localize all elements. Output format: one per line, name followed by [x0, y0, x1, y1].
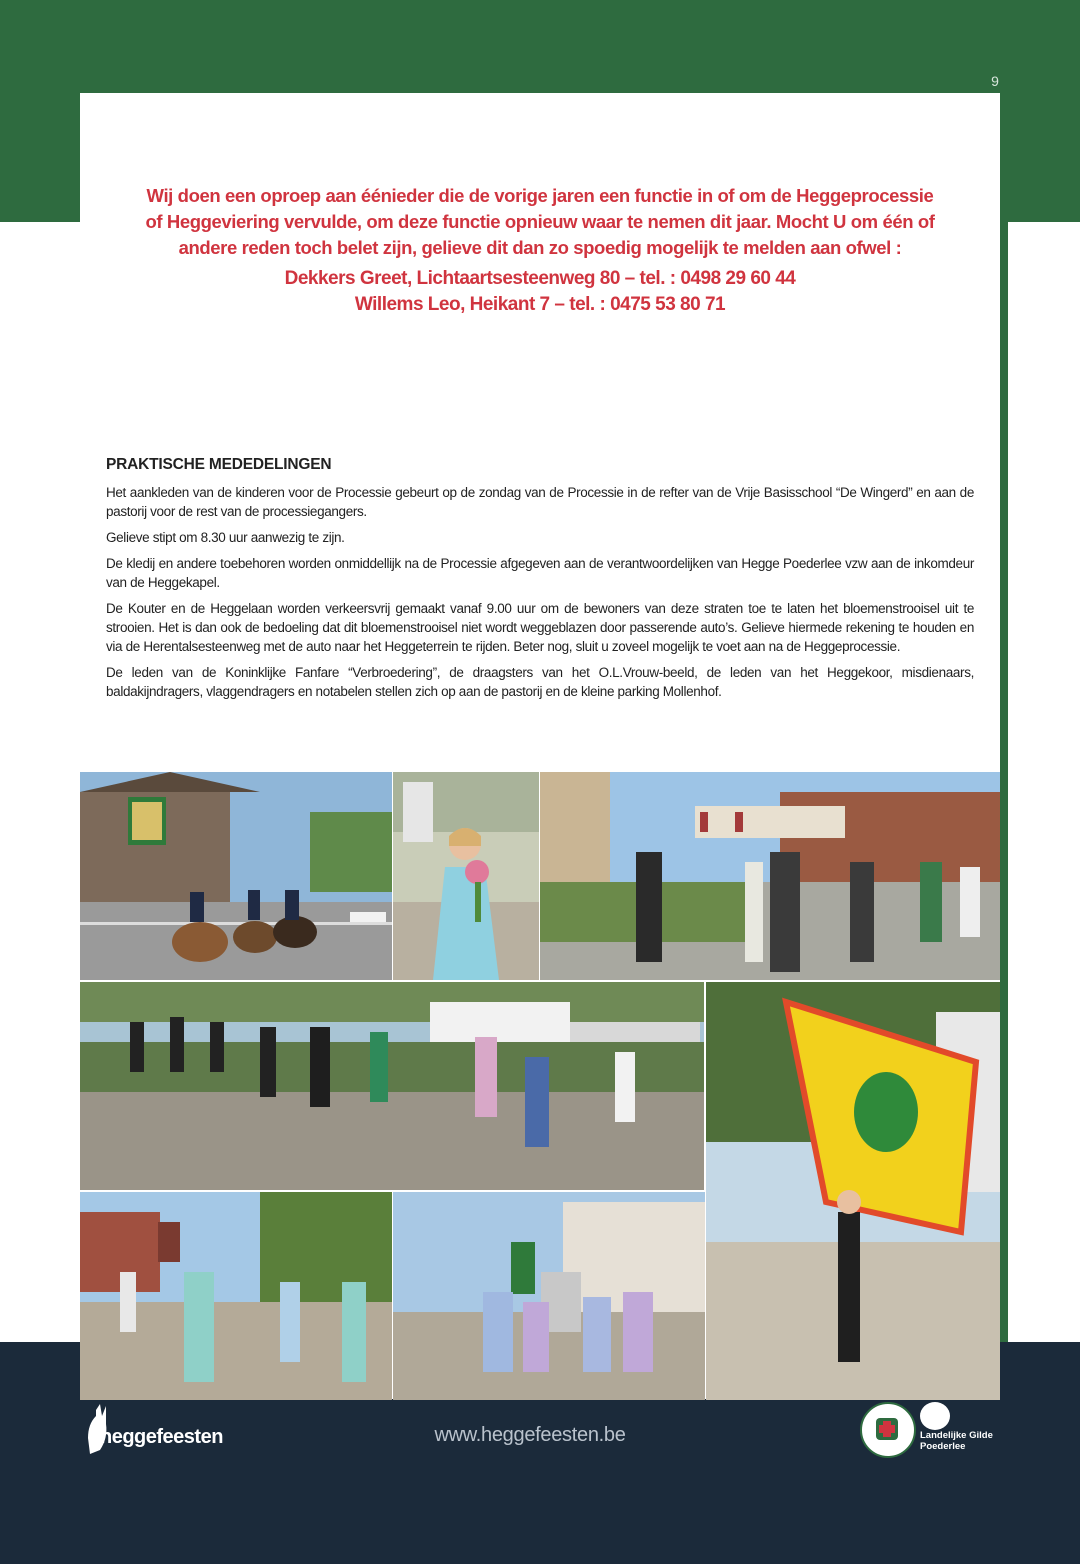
photo-procession-street: [80, 982, 704, 1190]
landelijke-gilde-icon: [920, 1402, 950, 1430]
appeal-line: of Heggeviering vervulde, om deze functie opnieuw waar te nemen dit jaar. Mocht U om één of: [145, 211, 935, 232]
paragraph: De leden van de Koninklijke Fanfare “Verbroedering”, de draagsters van het O.L.Vrouw-beeld, de leden van het Heggekoor, misdienaars, baldakijndragers, vlaggendragers en notabelen stellen zich op aan de pastorij en de kleine parking Mollenhof.: [106, 665, 974, 699]
right-green-strip: [1000, 222, 1008, 1342]
appeal-line: andere reden toch belet zijn, gelieve dit dan zo spoedig mogelijk te melden aan ofwel :: [178, 237, 902, 258]
brand-name: heggefeesten: [100, 1426, 223, 1448]
partner-name: [920, 1430, 993, 1452]
paragraph: Het aankleden van de kinderen voor de Processie gebeurt op de zondag van de Processie in de refter van de Vrije Basisschool “De Wingerd” en aan de pastorij voor de rest van de processiegangers.: [106, 485, 974, 519]
contact-line: Willems Leo, Heikant 7 – tel. : 0475 53 80 71: [354, 294, 726, 315]
partner-line: Poederlee: [920, 1441, 966, 1452]
photo-banners-procession: [393, 1192, 705, 1400]
paragraph: De kledij en andere toebehoren worden onmiddellijk na de Processie afgegeven aan de verantwoordelijken van Hegge Poederlee vzw aan de inkomdeur van de Heggekapel.: [106, 556, 974, 590]
appeal-line: Wij doen een oproep aan éénieder die de vorige jaren een functie in of om de Heggeprocessie: [146, 185, 934, 206]
photo-costumed-children: [80, 1192, 392, 1400]
photo-priests-canopy: [540, 772, 1000, 980]
appeal-text: [100, 183, 980, 261]
photo-girl-flowers: [393, 772, 539, 980]
paragraph: De Kouter en de Heggelaan worden verkeersvrij gemaakt vanaf 9.00 uur om de bewoners van deze straten toe te laten het bloemenstrooisel uit te strooien. Het is dan ook de bedoeling dat dit bloemenstrooisel niet wordt weggeblazen door passerende auto’s. Gelieve hiermede rekening te houden en via de Herentalsesteenweg met de auto naar het Heggeterrein te rijden. Beter nog, sluit u zoveel mogelijk te voet aan na de Heggeprocessie.: [106, 601, 974, 654]
partner-line: Landelijke Gilde: [920, 1430, 993, 1441]
photo-fanfare-flag: [706, 982, 1000, 1400]
page-number: 9: [991, 73, 999, 89]
website-link[interactable]: www.heggefeesten.be: [434, 1424, 626, 1446]
contact-line: Dekkers Greet, Lichtaartsesteenweg 80 – tel. : 0498 29 60 44: [284, 268, 796, 289]
photo-horse-riders: [80, 772, 392, 980]
section-title: PRAKTISCHE MEDEDELINGEN: [106, 456, 332, 473]
paragraph: Gelieve stipt om 8.30 uur aanwezig te zijn.: [106, 530, 345, 545]
contact-list: [100, 266, 980, 318]
badge-cross-horizontal: [879, 1425, 895, 1433]
practical-info: [106, 483, 974, 708]
